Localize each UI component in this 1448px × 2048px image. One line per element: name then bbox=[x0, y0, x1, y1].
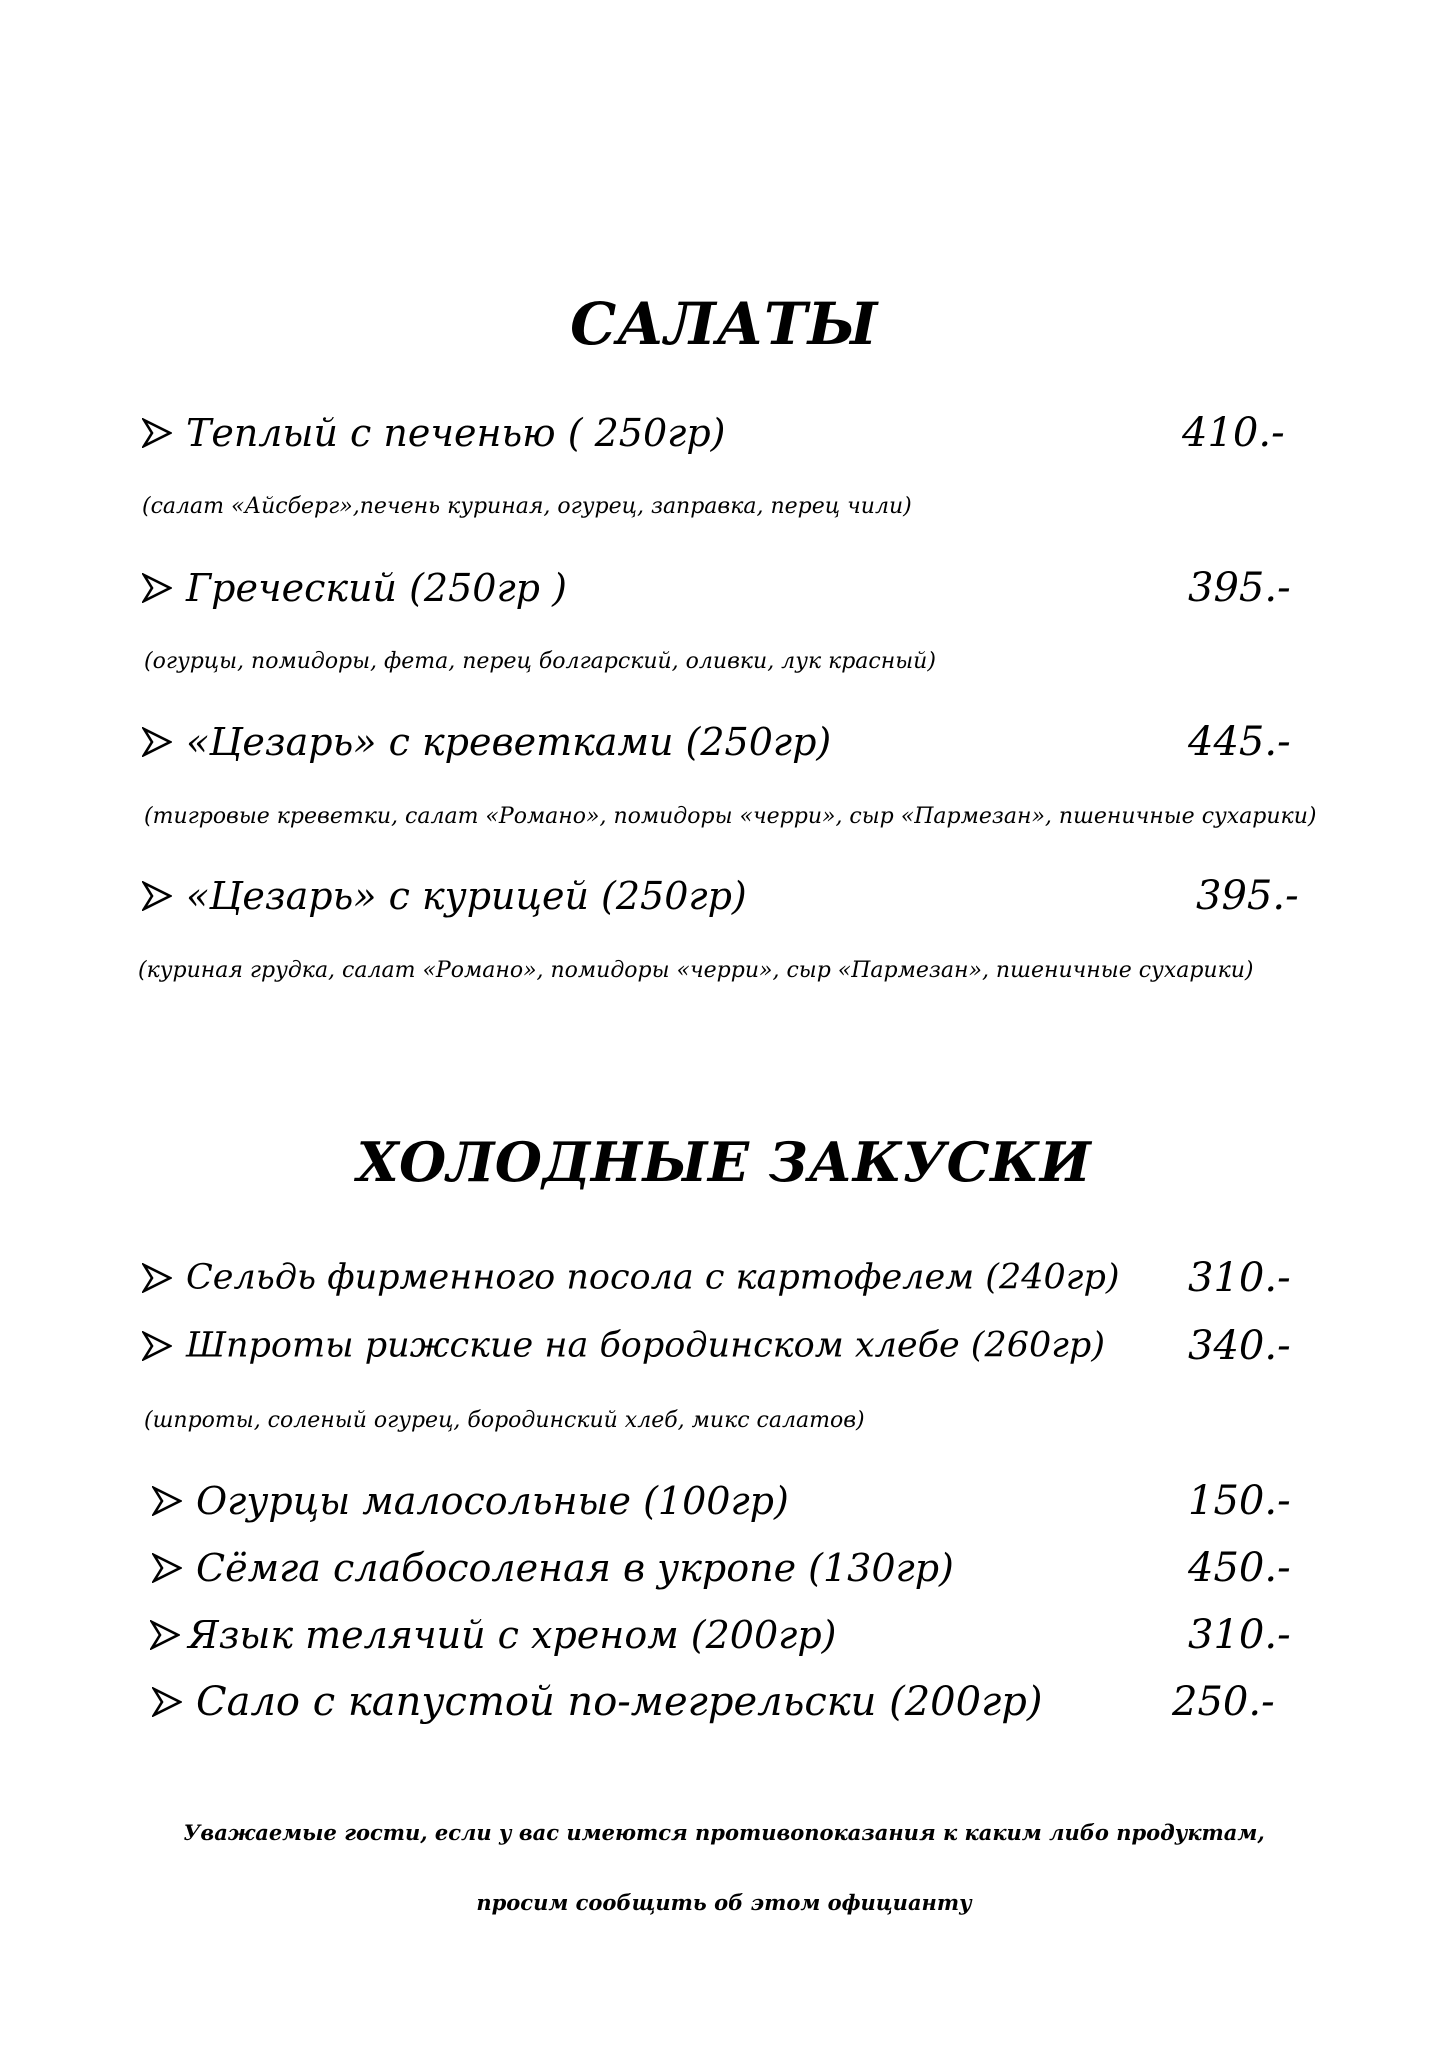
arrowhead-bullet-icon bbox=[152, 1687, 182, 1717]
menu-item-name: Шпроты рижские на бородинском хлебе (260гр) bbox=[186, 1325, 1105, 1366]
menu-item-row bbox=[152, 1471, 1302, 1531]
arrowhead-bullet-icon bbox=[142, 1331, 172, 1361]
menu-item-row bbox=[152, 1672, 1302, 1732]
menu-item-row bbox=[142, 712, 1302, 772]
menu-item-price: 410.- bbox=[1182, 410, 1285, 456]
menu-item-name: Сёмга слабосоленая в укропе (130гр) bbox=[196, 1546, 954, 1590]
arrowhead-bullet-icon bbox=[152, 1486, 182, 1516]
arrowhead-bullet-icon bbox=[142, 573, 172, 603]
menu-item-name: Сельдь фирменного посола с картофелем (240гр) bbox=[186, 1257, 1120, 1298]
menu-item-price: 445.- bbox=[1188, 719, 1291, 765]
menu-item-name: «Цезарь» с курицей (250гр) bbox=[186, 874, 747, 918]
arrowhead-bullet-icon bbox=[142, 418, 172, 448]
menu-item-name: «Цезарь» с креветками (250гр) bbox=[186, 720, 832, 764]
allergy-note-line-1: Уважаемые гости, если у вас имеются противопоказания к каким либо продуктам, bbox=[183, 1820, 1265, 1845]
menu-item-price: 310.- bbox=[1188, 1612, 1291, 1658]
menu-item-price: 150.- bbox=[1188, 1478, 1291, 1524]
menu-item-row bbox=[142, 1316, 1302, 1376]
menu-item-name: Сало с капустой по-мегрельски (200гр) bbox=[196, 1679, 1043, 1725]
menu-item-row bbox=[150, 1605, 1302, 1665]
menu-item-name: Огурцы малосольные (100гр) bbox=[196, 1479, 789, 1523]
menu-item-row bbox=[142, 558, 1302, 618]
menu-item-row bbox=[142, 1248, 1302, 1308]
menu-item-row bbox=[142, 866, 1302, 926]
menu-item-row bbox=[142, 403, 1302, 463]
menu-item-description: (шпроты, соленый огурец, бородинский хлеб, микс салатов) bbox=[144, 1408, 865, 1433]
arrowhead-bullet-icon bbox=[142, 881, 172, 911]
menu-item-name: Язык телячий с хреном (200гр) bbox=[188, 1613, 837, 1657]
allergy-note-line-2: просим сообщить об этом официанту bbox=[476, 1890, 972, 1915]
menu-item-description: (тигровые креветки, салат «Романо», помидоры «черри», сыр «Пармезан», пшеничные сухарики) bbox=[144, 804, 1317, 829]
salads-heading: САЛАТЫ bbox=[570, 290, 878, 358]
menu-item-description: (куриная грудка, салат «Романо», помидоры «черри», сыр «Пармезан», пшеничные сухарики) bbox=[138, 958, 1254, 983]
menu-item-name: Теплый с печенью ( 250гр) bbox=[186, 411, 726, 455]
menu-item-price: 395.- bbox=[1188, 565, 1291, 611]
menu-item-price: 395.- bbox=[1196, 873, 1299, 919]
menu-item-price: 340.- bbox=[1188, 1323, 1291, 1369]
menu-item-price: 250.- bbox=[1172, 1679, 1275, 1725]
menu-item-price: 450.- bbox=[1188, 1545, 1291, 1591]
menu-item-description: (салат «Айсберг»,печень куриная, огурец, заправка, перец чили) bbox=[142, 494, 912, 519]
menu-item-row bbox=[152, 1538, 1302, 1598]
arrowhead-bullet-icon bbox=[152, 1553, 182, 1583]
menu-item-name: Греческий (250гр ) bbox=[186, 566, 567, 610]
arrowhead-bullet-icon bbox=[150, 1620, 180, 1650]
menu-item-description: (огурцы, помидоры, фета, перец болгарский, оливки, лук красный) bbox=[144, 649, 936, 674]
cold-appetizers-heading: ХОЛОДНЫЕ ЗАКУСКИ bbox=[356, 1130, 1092, 1194]
menu-item-price: 310.- bbox=[1188, 1255, 1291, 1301]
arrowhead-bullet-icon bbox=[142, 1263, 172, 1293]
arrowhead-bullet-icon bbox=[142, 727, 172, 757]
